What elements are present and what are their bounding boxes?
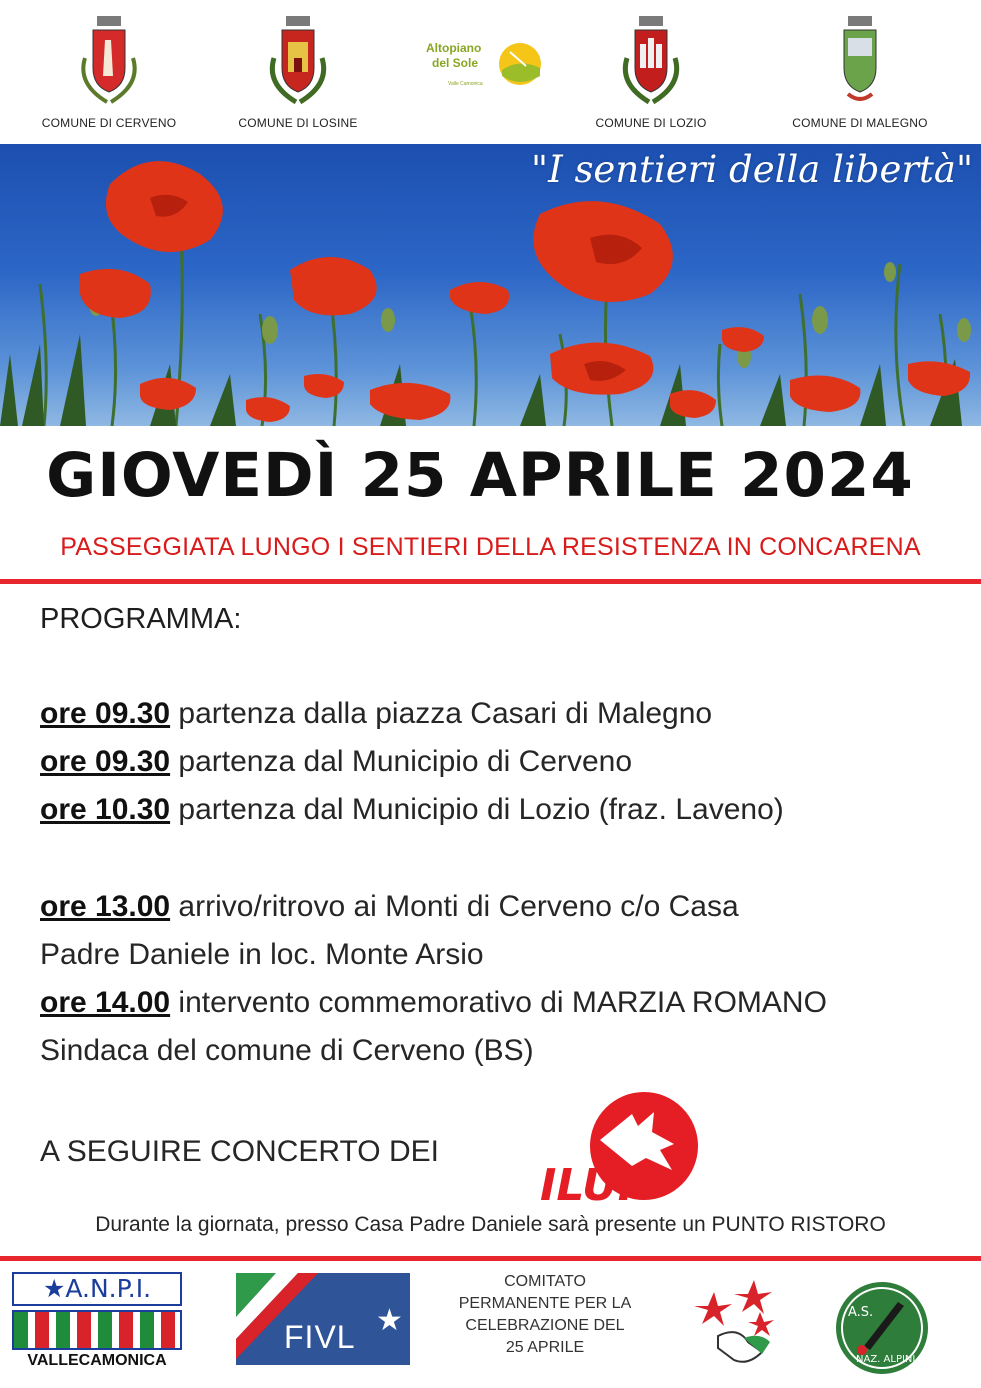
crest-cerveno-label: COMUNE DI CERVENO <box>41 116 177 130</box>
alpini-badge-icon <box>834 1280 930 1376</box>
footer-note: Durante la giornata, presso Casa Padre Daniele sarà presente un PUNTO RISTORO <box>95 1213 886 1236</box>
program-item <box>40 697 712 731</box>
program-heading: PROGRAMMA: <box>40 603 242 635</box>
iluf-logo-text: ILUF <box>540 1160 648 1208</box>
fivl-star-icon: ★ <box>376 1304 403 1337</box>
comitato-text <box>440 1271 650 1359</box>
program-item-continuation: Sindaca del comune di Cerveno (BS) <box>40 1034 534 1067</box>
anpi-flag <box>12 1310 182 1350</box>
program-time: ore 13.00 <box>40 890 171 923</box>
malegno-crest-icon <box>818 14 902 106</box>
program-text: arrivo/ritrovo ai Monti di Cerveno c/o Casa <box>170 890 739 923</box>
flowers-handshake-logo <box>688 1276 788 1372</box>
header-crests <box>0 0 981 140</box>
altopiano-line1: Altopiano <box>426 41 482 55</box>
concert-text: A SEGUIRE CONCERTO DEI <box>40 1135 439 1168</box>
altopiano-del-sole-logo <box>418 40 548 100</box>
sun-icon <box>496 40 544 88</box>
event-subtitle: PASSEGGIATA LUNGO I SENTIERI DELLA RESISTENZA IN CONCARENA <box>60 533 921 561</box>
altopiano-line2: del Sole <box>432 56 479 70</box>
program-item-continuation: Padre Daniele in loc. Monte Arsio <box>40 938 484 971</box>
iluf-logo <box>536 1090 716 1208</box>
program-time: ore 09.30 <box>40 745 171 778</box>
crest-malegno <box>785 14 935 130</box>
program-time: ore 09.30 <box>40 697 171 730</box>
alpini-logo <box>834 1280 930 1376</box>
program-item <box>40 745 632 779</box>
anpi-subtitle: VALLECAMONICA <box>27 1352 167 1369</box>
comitato-line: COMITATO <box>504 1273 586 1290</box>
cerveno-crest-icon <box>67 14 151 106</box>
comitato-line: PERMANENTE PER LA <box>458 1295 632 1312</box>
iluf-wolf-icon <box>536 1090 716 1208</box>
crest-losine <box>223 14 373 130</box>
program-text: intervento commemorativo di MARZIA ROMANO <box>170 986 827 1019</box>
alpini-text-top: A.S. <box>848 1305 874 1320</box>
program-text: partenza dalla piazza Casari di Malegno <box>170 697 713 730</box>
crest-lozio-label: COMUNE DI LOZIO <box>595 116 707 130</box>
fivl-logo <box>236 1273 410 1365</box>
altopiano-sub: Valle Camonica <box>448 81 483 87</box>
crest-lozio <box>576 14 726 130</box>
losine-crest-icon <box>256 14 340 106</box>
hero-poppies-image <box>0 144 981 426</box>
program-item <box>40 890 739 924</box>
fivl-text: FIVL <box>284 1319 356 1355</box>
crest-malegno-label: COMUNE DI MALEGNO <box>792 116 928 130</box>
program-text: partenza dal Municipio di Lozio (fraz. Laveno) <box>170 793 784 826</box>
anpi-title: ★A.N.P.I. <box>12 1272 182 1306</box>
comitato-line: CELEBRAZIONE DEL <box>465 1317 625 1334</box>
program-text: partenza dal Municipio di Cerveno <box>170 745 633 778</box>
lozio-crest-icon <box>609 14 693 106</box>
flowers-handshake-icon <box>688 1276 788 1372</box>
program-item <box>40 986 827 1020</box>
crest-cerveno <box>34 14 184 130</box>
program-time: ore 14.00 <box>40 986 171 1019</box>
divider-top <box>0 579 981 584</box>
hero-quote: "I sentieri della libertà" <box>531 148 973 191</box>
event-date-title: GIOVEDÌ 25 APRILE 2024 <box>46 440 914 511</box>
anpi-logo <box>12 1272 182 1372</box>
crest-losine-label: COMUNE DI LOSINE <box>238 116 358 130</box>
comitato-line: 25 APRILE <box>505 1339 585 1356</box>
program-item <box>40 793 784 827</box>
program-time: ore 10.30 <box>40 793 171 826</box>
divider-bottom <box>0 1256 981 1261</box>
alpini-text-bottom: NAZ. ALPINI <box>856 1354 916 1365</box>
